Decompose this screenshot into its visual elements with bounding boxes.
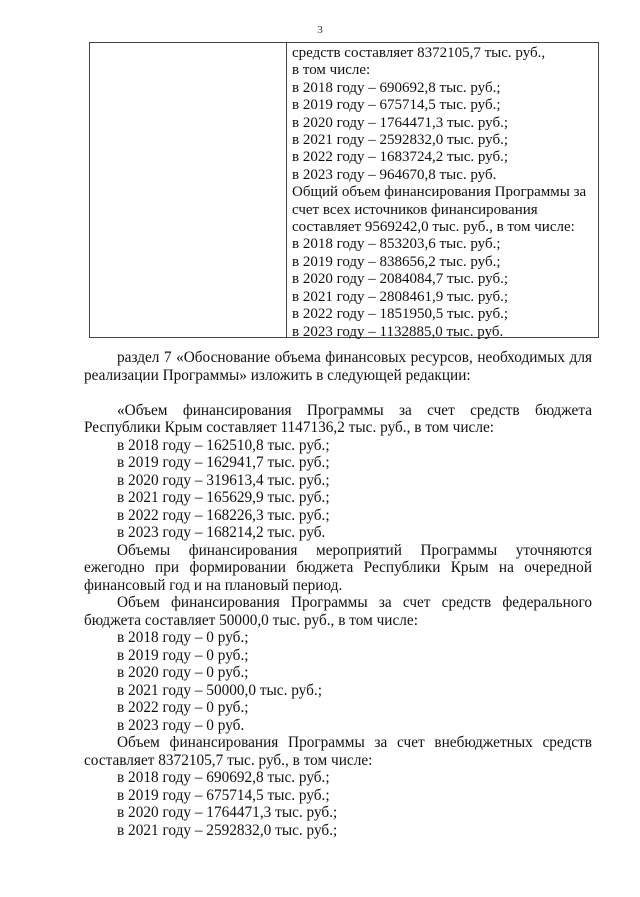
list-item: в 2020 году – 319613,4 тыс. руб.;	[117, 471, 330, 489]
table-line: в 2020 году – 1764471,3 тыс. руб.;	[292, 114, 509, 131]
list-item: в 2021 году – 2592832,0 тыс. руб.;	[117, 821, 338, 839]
list-item: в 2021 году – 165629,9 тыс. руб.;	[117, 489, 330, 506]
table-line: в 2020 году – 2084084,7 тыс. руб.;	[292, 271, 509, 288]
list-item: в 2023 году – 0 руб.	[117, 716, 245, 734]
table-left-cell	[90, 43, 287, 337]
table-line: счет всех источников финансирования	[292, 201, 538, 218]
list-item: в 2021 году – 50000,0 тыс. руб.;	[117, 681, 322, 699]
table-line: Общий объем финансирования Программы за	[292, 184, 587, 201]
list-item: в 2020 году – 0 руб.;	[117, 664, 249, 681]
list-item: в 2022 году – 168226,3 тыс. руб.;	[117, 506, 330, 524]
table-line: в 2022 году – 1683724,2 тыс. руб.;	[292, 149, 509, 166]
table-line: в 2019 году – 675714,5 тыс. руб.;	[292, 97, 501, 114]
list-item: в 2023 году – 168214,2 тыс. руб.	[117, 524, 326, 541]
table-right-cell	[287, 43, 598, 340]
list-item: в 2019 году – 675714,5 тыс. руб.;	[117, 786, 330, 804]
table-line: в 2021 году – 2808461,9 тыс. руб.;	[292, 288, 509, 305]
table-line: в 2021 году – 2592832,0 тыс. руб.;	[292, 132, 509, 149]
table-line: составляет 9569242,0 тыс. руб., в том числе:	[292, 219, 575, 236]
table-line: в 2018 году – 690692,8 тыс. руб.;	[292, 79, 501, 96]
table-line: в 2022 году – 1851950,5 тыс. руб.;	[292, 306, 509, 323]
table-line: в том числе:	[292, 62, 371, 79]
budget-rk-lead: «Объем финансирования Программы за счет средств бюджета Республики Крым составляет 1147136,2 тыс. руб., в том числе:	[84, 401, 592, 436]
table-line: в 2018 году – 853203,6 тыс. руб.;	[292, 236, 501, 253]
federal-lead: Объем финансирования Программы за счет средств федерального бюджета составляет 50000,0 тыс. руб., в том числе:	[84, 594, 592, 629]
list-item: в 2018 году – 0 руб.;	[117, 629, 249, 646]
list-item: в 2018 году – 162510,8 тыс. руб.;	[117, 436, 330, 454]
clarification-paragraph: Объемы финансирования мероприятий Программы уточняются ежегодно при формировании бюджета Республики Крым на очередной финансовый год и на плановый период.	[84, 541, 592, 594]
section-intro: раздел 7 «Обоснование объема финансовых ресурсов, необходимых для реализации Программы» изложить в следующей редакции:	[84, 349, 592, 384]
page-number: 3	[317, 24, 323, 36]
list-item: в 2022 году – 0 руб.;	[117, 699, 249, 716]
list-item: в 2019 году – 0 руб.;	[117, 646, 249, 664]
table-line: в 2019 году – 838656,2 тыс. руб.;	[292, 253, 501, 270]
financing-table	[89, 42, 599, 338]
extrabudget-lead: Объем финансирования Программы за счет внебюджетных средств составляет 8372105,7 тыс. руб., в том числе:	[84, 734, 592, 769]
table-line: в 2023 году – 964670,8 тыс. руб.	[292, 166, 497, 183]
list-item: в 2020 году – 1764471,3 тыс. руб.;	[117, 804, 338, 821]
table-line: средств составляет 8372105,7 тыс. руб.,	[292, 45, 546, 61]
list-item: в 2018 году – 690692,8 тыс. руб.;	[117, 769, 330, 786]
table-line: в 2023 году – 1132885,0 тыс. руб.	[292, 323, 504, 340]
document-body	[84, 349, 592, 839]
list-item: в 2019 году – 162941,7 тыс. руб.;	[117, 454, 330, 471]
